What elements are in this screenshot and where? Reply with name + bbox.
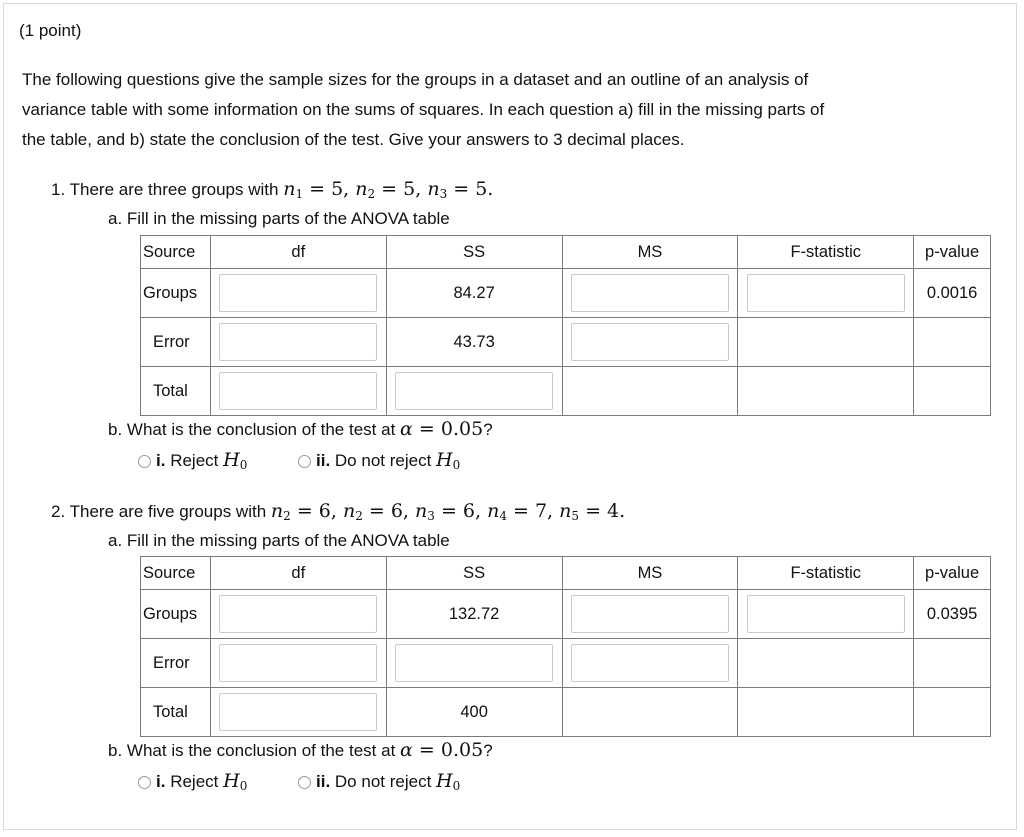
- q2-groups-df-input[interactable]: [219, 595, 377, 633]
- q2-error-ms-input[interactable]: [571, 644, 729, 682]
- q2-total-f-empty: [738, 688, 914, 737]
- q2-text: There are five groups with: [69, 502, 267, 521]
- q2-header-f: F-statistic: [738, 557, 914, 590]
- q1-groups-row: [141, 269, 991, 318]
- q1-total-ss-input[interactable]: [395, 372, 553, 410]
- q1-groups-label: Groups: [141, 269, 211, 318]
- q2-total-p-empty: [914, 688, 991, 737]
- q1-statement: 1. There are three groups with $n_1 = 5$, $n_2 = 5$, $n_3 = 5$.: [51, 178, 494, 201]
- q2-groups-p: 0.0395: [914, 590, 991, 639]
- q1-n3: $n_3$: [427, 178, 448, 201]
- q2-part-b: b. What is the conclusion of the test at α = 0.05?: [108, 739, 493, 761]
- q1-header-df: df: [210, 236, 386, 269]
- q1-total-ms-empty: [562, 367, 738, 416]
- intro-line-3: the table, and b) state the conclusion of the test. Give your answers to 3 decimal places.: [22, 130, 685, 149]
- q1-error-ms-input[interactable]: [571, 323, 729, 361]
- q1-reject-radio[interactable]: [138, 455, 151, 468]
- q1-error-label: Error: [141, 318, 211, 367]
- q2-number: 2.: [51, 502, 66, 521]
- q1-header-row: [141, 236, 991, 269]
- q1-error-df-input[interactable]: [219, 323, 377, 361]
- q1-header-source: Source: [141, 236, 211, 269]
- q2-header-p: p-value: [914, 557, 991, 590]
- q2-total-df-input[interactable]: [219, 693, 377, 731]
- q2-statement: 2. There are five groups with $n_2 = 6$, $n_2 = 6$, $n_3 = 6$, $n_4 = 7$, $n_5 = 4$.: [51, 500, 626, 523]
- q2-option-not-reject[interactable]: ii. Do not reject $H_0$: [298, 770, 460, 793]
- q2-groups-ms-input[interactable]: [571, 595, 729, 633]
- q2-groups-row: [141, 590, 991, 639]
- q1-groups-ms-input[interactable]: [571, 274, 729, 312]
- q1-error-f-empty: [738, 318, 914, 367]
- q1-not-reject-radio[interactable]: [298, 455, 311, 468]
- q2-total-label: Total: [141, 688, 211, 737]
- q2-total-row: [141, 688, 991, 737]
- q1-total-f-empty: [738, 367, 914, 416]
- q2-header-ss: SS: [386, 557, 562, 590]
- q2-groups-ss: 132.72: [386, 590, 562, 639]
- q1-n2: $n_2$: [355, 178, 376, 201]
- points-label: (1 point): [19, 21, 82, 40]
- q2-anova-table: [140, 556, 991, 737]
- intro-line-1: The following questions give the sample sizes for the groups in a dataset and an outline of an analysis of: [22, 70, 809, 89]
- q2-part-a: a. Fill in the missing parts of the ANOVA table: [108, 531, 450, 550]
- q2-error-label: Error: [141, 639, 211, 688]
- q1-header-ss: SS: [386, 236, 562, 269]
- q2-header-source: Source: [141, 557, 211, 590]
- q2-groups-f-input[interactable]: [747, 595, 905, 633]
- q2-error-f-empty: [738, 639, 914, 688]
- q2-total-ms-empty: [562, 688, 738, 737]
- q1-anova-table: [140, 235, 991, 416]
- q2-not-reject-radio[interactable]: [298, 776, 311, 789]
- q2-header-row: [141, 557, 991, 590]
- q1-part-b: b. What is the conclusion of the test at α = 0.05?: [108, 418, 493, 440]
- q1-error-p-empty: [914, 318, 991, 367]
- q2-total-ss: 400: [386, 688, 562, 737]
- q2-option-reject[interactable]: i. Reject $H_0$: [138, 770, 247, 793]
- q1-text: There are three groups with: [69, 180, 279, 199]
- q1-total-row: [141, 367, 991, 416]
- q1-groups-df-input[interactable]: [219, 274, 377, 312]
- q1-header-p: p-value: [914, 236, 991, 269]
- q2-header-ms: MS: [562, 557, 738, 590]
- q1-option-reject[interactable]: i. Reject $H_0$: [138, 449, 247, 472]
- q2-error-ss-input[interactable]: [395, 644, 553, 682]
- q2-groups-label: Groups: [141, 590, 211, 639]
- q2-error-p-empty: [914, 639, 991, 688]
- q2-error-df-input[interactable]: [219, 644, 377, 682]
- q1-n1: $n_1$: [283, 178, 304, 201]
- q1-error-row: [141, 318, 991, 367]
- q2-error-row: [141, 639, 991, 688]
- q1-part-a: a. Fill in the missing parts of the ANOVA table: [108, 209, 450, 228]
- q1-number: 1.: [51, 180, 66, 199]
- intro-line-2: variance table with some information on the sums of squares. In each question a) fill in the missing parts of: [22, 100, 825, 119]
- q2-reject-radio[interactable]: [138, 776, 151, 789]
- q1-option-not-reject[interactable]: ii. Do not reject $H_0$: [298, 449, 460, 472]
- q2-header-df: df: [210, 557, 386, 590]
- q1-groups-f-input[interactable]: [747, 274, 905, 312]
- q1-header-f: F-statistic: [738, 236, 914, 269]
- q1-total-label: Total: [141, 367, 211, 416]
- q1-error-ss: 43.73: [386, 318, 562, 367]
- q1-groups-p: 0.0016: [914, 269, 991, 318]
- q1-groups-ss: 84.27: [386, 269, 562, 318]
- q1-header-ms: MS: [562, 236, 738, 269]
- q1-total-df-input[interactable]: [219, 372, 377, 410]
- q1-total-p-empty: [914, 367, 991, 416]
